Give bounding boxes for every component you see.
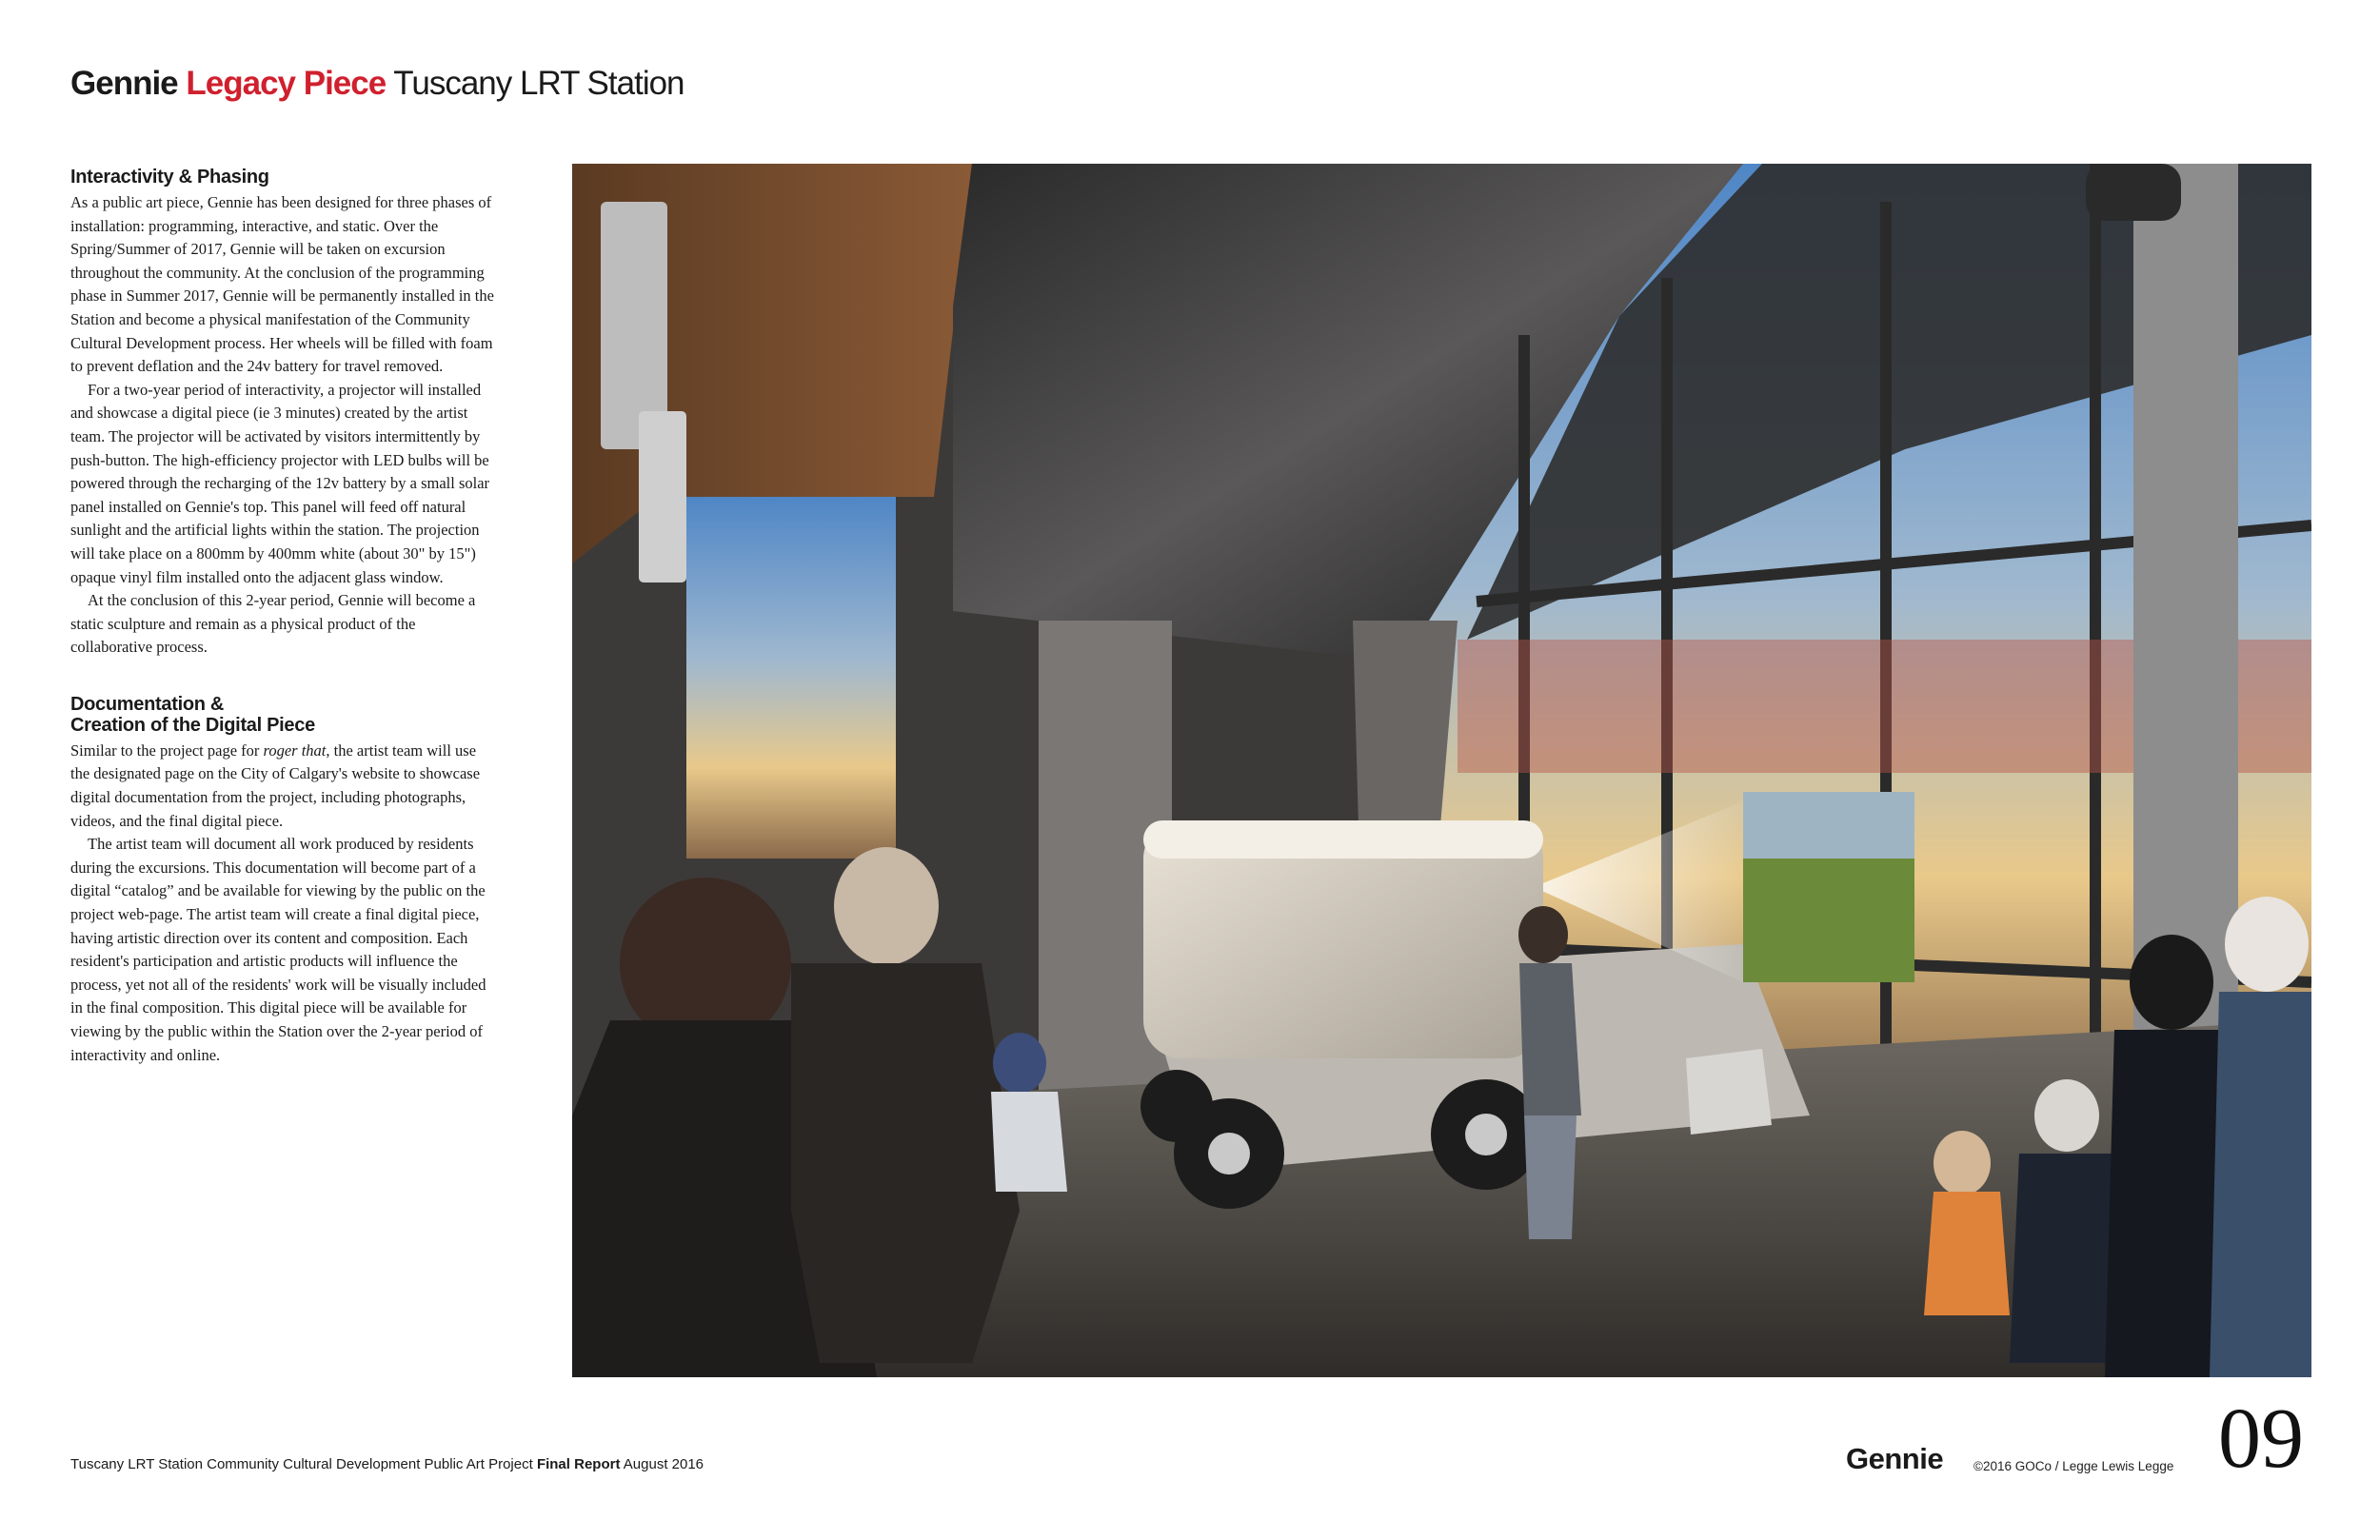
- paragraph: At the conclusion of this 2-year period, Gennie will become a static sculpture and remain as a physical product of the collaborative process.: [70, 591, 476, 657]
- footer-text-bold: Final Report: [536, 1456, 621, 1472]
- text-run: Similar to the project page for: [70, 740, 264, 760]
- paragraph: As a public art piece, Gennie has been designed for three phases of installation: programming, interactive, and static. Over the Spring/Summer of 2017, Gennie will be taken on excursion throughout the community. At the conclusion of the programming phase in Summer 2017, Gennie will be permanently installed in the Station and become a physical manifestation of the Community Cultural Development process. Her wheels will be filled with foam to prevent deflation and the 24v battery for travel removed.: [70, 193, 494, 376]
- gennie-logo: Gennie: [1846, 1442, 1944, 1475]
- text-run: , the artist team will use the designated page on the City of Calgary's website to showcase digital documentation from the project, including photographs, videos, and the final digital piece.: [70, 740, 481, 830]
- station-rendering-image: [572, 164, 2311, 1377]
- header-gennie: Gennie: [70, 65, 178, 102]
- footer-report-title: [70, 1456, 704, 1472]
- heading-line: Creation of the Digital Piece: [70, 714, 315, 736]
- page-header: [70, 61, 684, 107]
- footer-text: August 2016: [620, 1456, 704, 1472]
- page-number: 09: [2218, 1392, 2304, 1486]
- copyright-credit: ©2016 GOCo / Legge Lewis Legge: [1973, 1459, 2174, 1473]
- section-heading-documentation: [70, 694, 494, 736]
- italic-title: roger that: [263, 740, 327, 760]
- header-station: Tuscany LRT Station: [393, 65, 684, 102]
- text-column: [70, 167, 494, 1067]
- paragraph: [70, 740, 494, 833]
- footer-text: Tuscany LRT Station Community Cultural Development Public Art Project: [70, 1456, 537, 1472]
- section-documentation: [70, 694, 494, 1067]
- header-legacy-piece: Legacy Piece: [186, 65, 387, 102]
- paragraph: The artist team will document all work produced by residents during the excursions. This documentation will become part of a digital “catalog” and be available for viewing by the public on the project web-page. The artist team will create a final digital piece, having artistic direction over its content and composition. Each resident's participation and artistic products will influence the process, yet not all of the residents' work will be visually included in the final composition. This digital piece will be available for viewing by the public within the Station over the 2-year period of interactivity and online.: [70, 835, 486, 1064]
- heading-line: Documentation &: [70, 693, 225, 715]
- section-heading-interactivity: Interactivity & Phasing: [70, 167, 269, 188]
- paragraph: For a two-year period of interactivity, a projector will installed and showcase a digital piece (ie 3 minutes) created by the artist team. The projector will be activated by visitors intermittently by push-button. The high-efficiency projector with LED bulbs will be powered through the recharging of the 12v battery by a small solar panel installed on Gennie's top. This panel will feed off natural sunlight and the artificial lights within the station. The projection will take place on a 800mm by 400mm white (about 30" by 15") opaque vinyl film installed onto the adjacent glass window.: [70, 380, 490, 586]
